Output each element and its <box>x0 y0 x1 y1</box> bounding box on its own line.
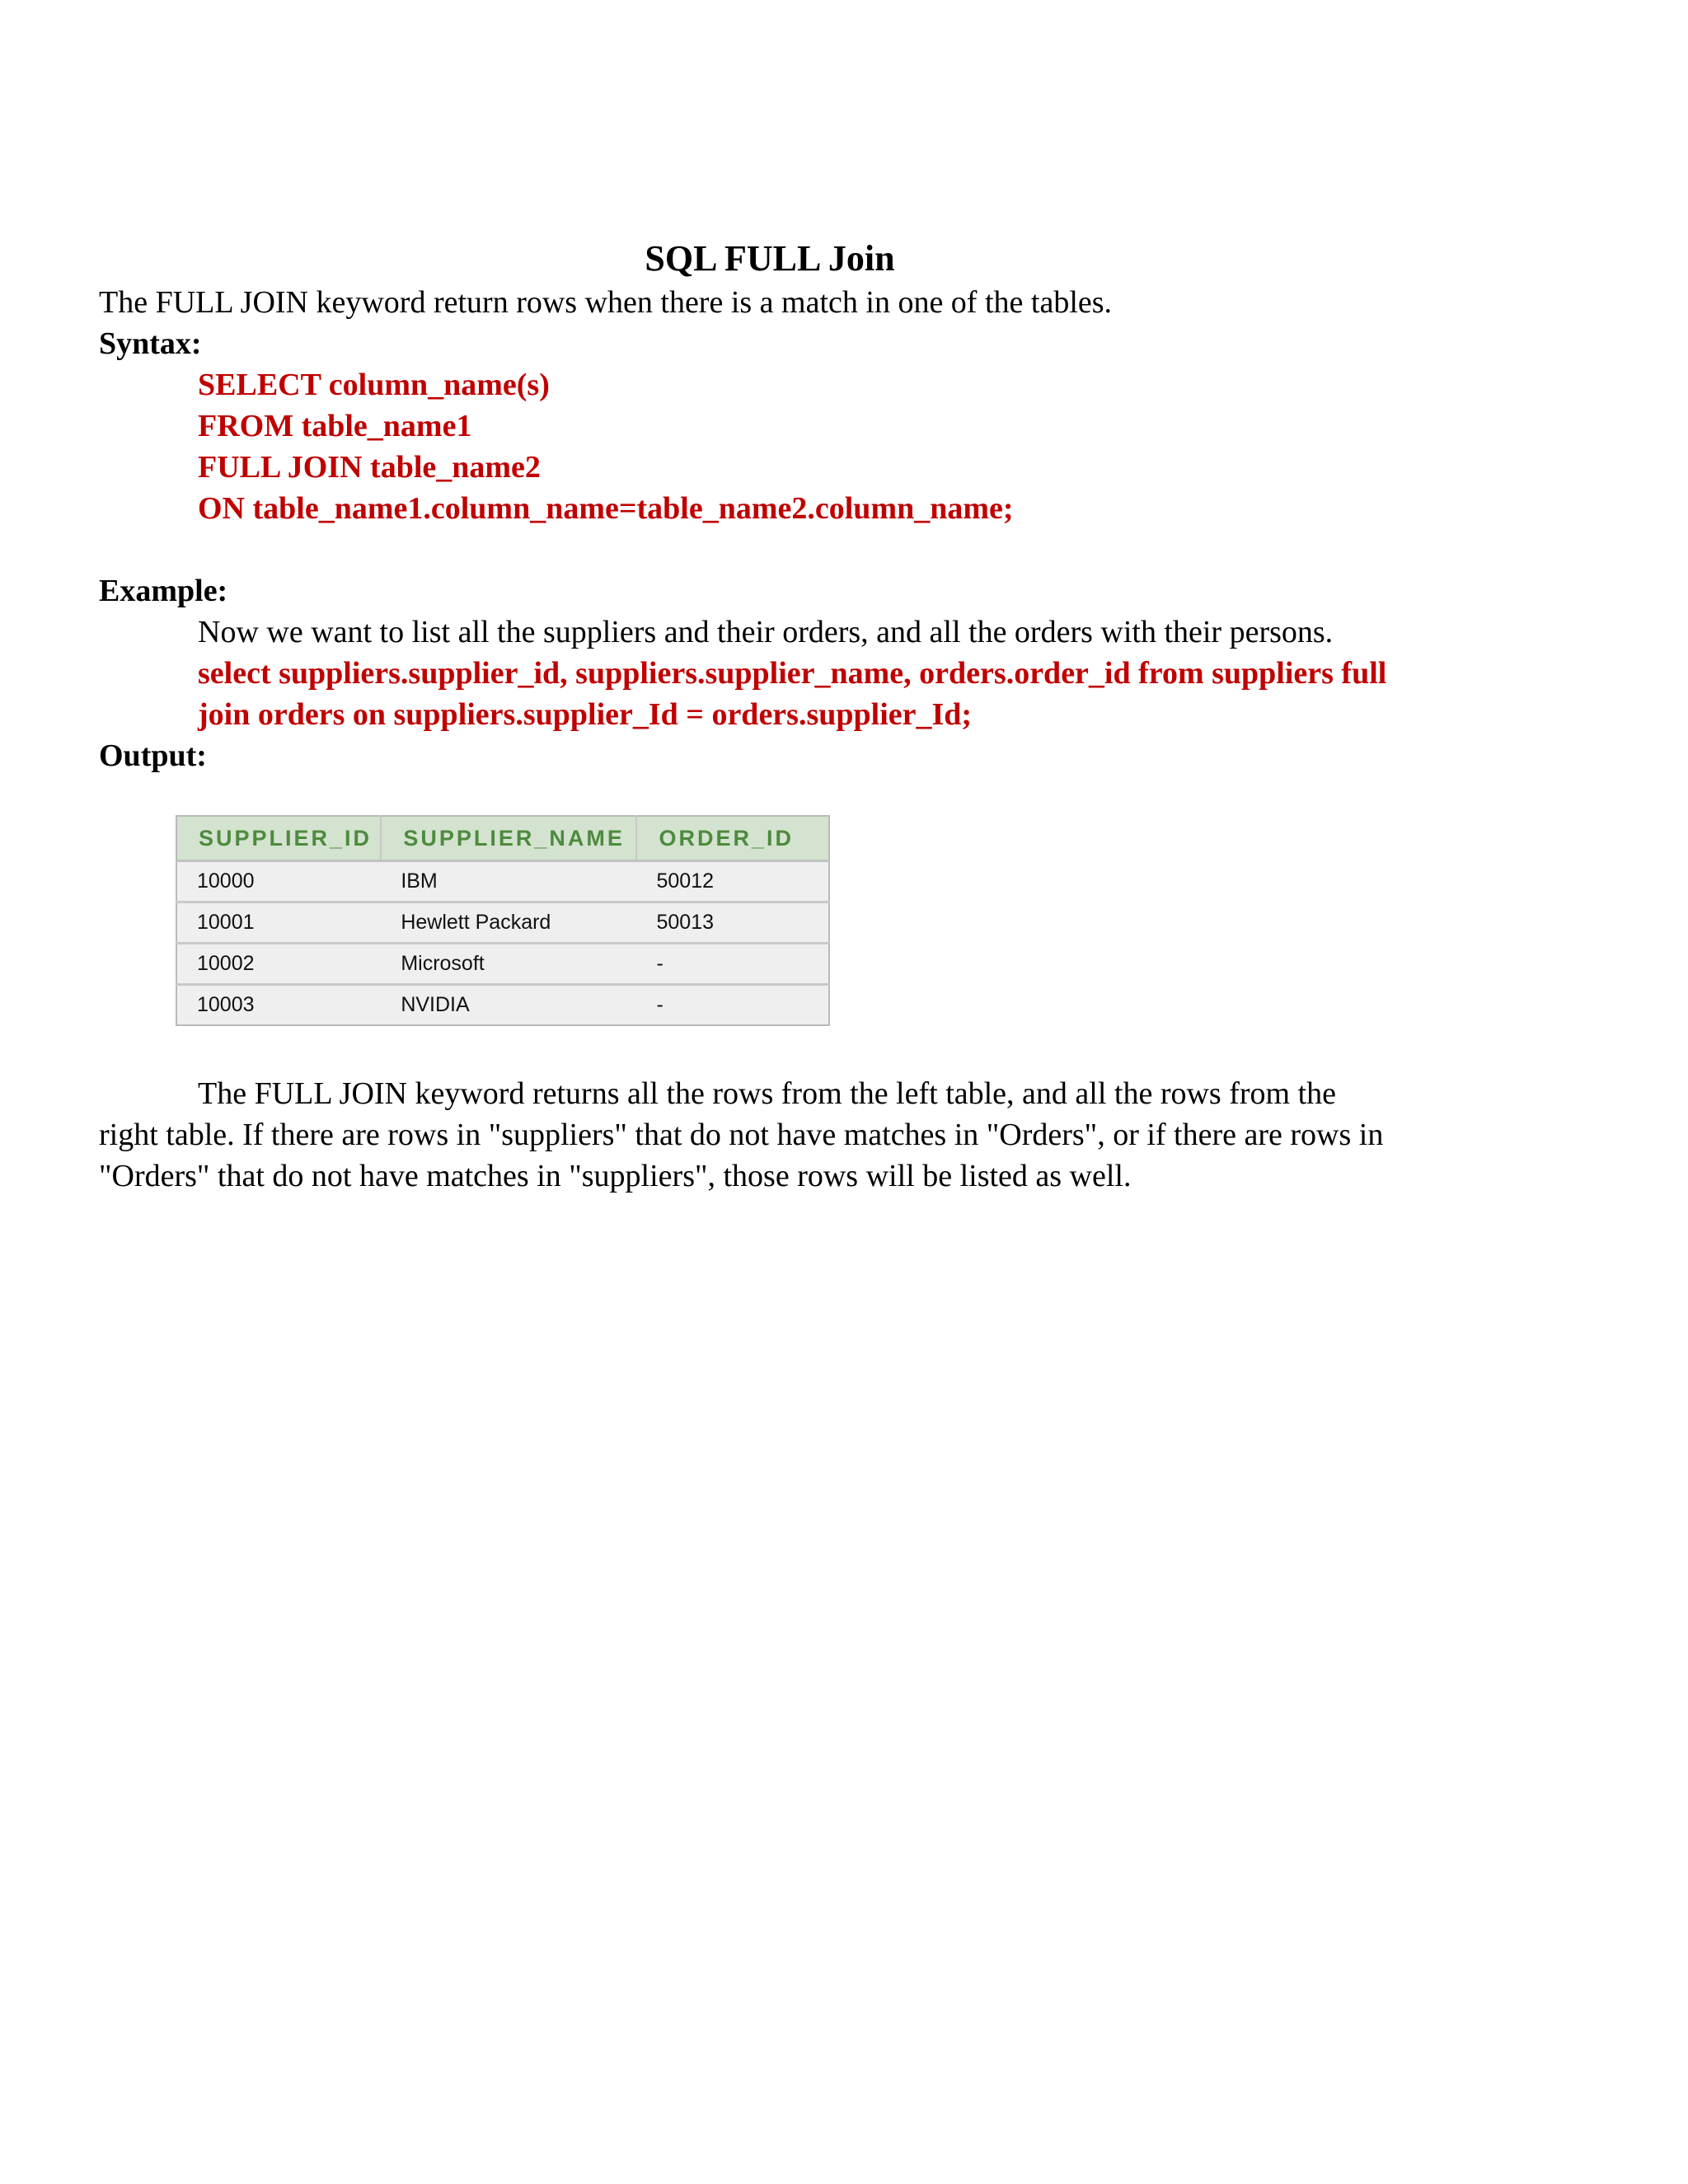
cell-supplier-id: 10002 <box>176 944 381 985</box>
table-row <box>176 985 829 1026</box>
cell-order-id: 50013 <box>636 902 829 944</box>
header-order-id: ORDER_ID <box>636 816 829 861</box>
cell-supplier-name: Hewlett Packard <box>381 902 636 944</box>
output-label: Output: <box>99 738 207 773</box>
example-description: Now we want to list all the suppliers and their orders, and all the orders with their persons. <box>198 615 1334 649</box>
cell-supplier-name: IBM <box>381 861 636 902</box>
table-header-row <box>176 816 829 861</box>
table-row <box>176 944 829 985</box>
cell-supplier-id: 10003 <box>176 985 381 1026</box>
cell-order-id: 50012 <box>636 861 829 902</box>
syntax-line-2: FROM table_name1 <box>198 409 472 443</box>
syntax-line-3: FULL JOIN table_name2 <box>198 450 541 485</box>
syntax-line-1: SELECT column_name(s) <box>198 368 550 402</box>
cell-supplier-name: NVIDIA <box>381 985 636 1026</box>
example-query-line-1: select suppliers.supplier_id, suppliers.supplier_name, orders.order_id from suppliers full <box>198 656 1387 691</box>
cell-order-id: - <box>636 985 829 1026</box>
conclusion-line-2: right table. If there are rows in "suppliers" that do not have matches in "Orders", or if there are rows in <box>99 1118 1384 1152</box>
intro-text: The FULL JOIN keyword return rows when there is a match in one of the tables. <box>99 285 1113 320</box>
cell-supplier-id: 10000 <box>176 861 381 902</box>
example-query-line-2: join orders on suppliers.supplier_Id = orders.supplier_Id; <box>198 697 973 732</box>
cell-supplier-id: 10001 <box>176 902 381 944</box>
syntax-label: Syntax: <box>99 326 202 361</box>
cell-order-id: - <box>636 944 829 985</box>
syntax-line-4: ON table_name1.column_name=table_name2.column_name; <box>198 491 1014 526</box>
header-supplier-name: SUPPLIER_NAME <box>381 816 636 861</box>
header-supplier-id: SUPPLIER_ID <box>176 816 381 861</box>
table-row <box>176 861 829 902</box>
conclusion-line-1: The FULL JOIN keyword returns all the rows from the left table, and all the rows from the <box>198 1076 1336 1111</box>
table-row <box>176 902 829 944</box>
conclusion-line-3: "Orders" that do not have matches in "suppliers", those rows will be listed as well. <box>99 1159 1132 1193</box>
page-title: SQL FULL Join <box>645 238 895 279</box>
output-table <box>176 815 830 1026</box>
cell-supplier-name: Microsoft <box>381 944 636 985</box>
example-label: Example: <box>99 574 228 608</box>
